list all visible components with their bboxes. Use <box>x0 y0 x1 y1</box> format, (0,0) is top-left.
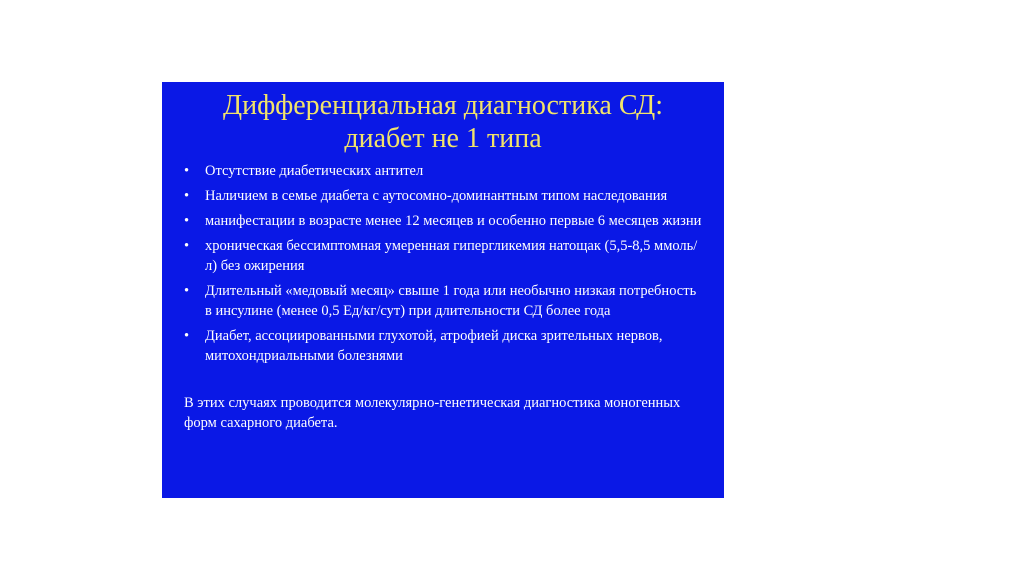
bullet-dot-icon: • <box>184 328 190 344</box>
bullet-dot-icon: • <box>184 163 190 179</box>
bullet-text: Отсутствие диабетических антител <box>205 163 424 179</box>
bullet-text: Наличием в семье диабета с аутосомно-доминантным типом наследования <box>205 188 668 204</box>
bullet-item <box>184 281 704 321</box>
bullet-item <box>184 211 704 231</box>
bullet-item <box>184 161 704 181</box>
bullet-item <box>184 186 704 206</box>
bullet-dot-icon: • <box>184 238 190 254</box>
slide-title-line-1: Дифференциальная диагностика СД: <box>223 90 663 121</box>
slide-title-line-2: диабет не 1 типа <box>344 123 542 154</box>
bullet-item <box>184 326 704 366</box>
conclusion-text: В этих случаях проводится молекулярно-генетическая диагностика моногенных форм сахарного диабета. <box>184 395 681 431</box>
bullet-text: манифестации в возрасте менее 12 месяцев и особенно первые 6 месяцев жизни <box>205 213 702 229</box>
bullet-dot-icon: • <box>184 213 190 229</box>
slide <box>162 82 724 498</box>
bullet-list <box>162 161 724 366</box>
bullet-item <box>184 236 704 276</box>
slide-title <box>162 82 724 155</box>
bullet-text: Диабет, ассоциированными глухотой, атрофией диска зрительных нервов, митохондриальными болезнями <box>205 328 663 364</box>
bullet-dot-icon: • <box>184 283 190 299</box>
bullet-dot-icon: • <box>184 188 190 204</box>
bullet-text: Длительный «медовый месяц» свыше 1 года или необычно низкая потребность в инсулине (менее 0,5 Ед/кг/сут) при длительности СД более года <box>205 283 697 319</box>
bullet-text: хроническая бессимптомная умеренная гипергликемия натощак (5,5-8,5 ммоль/л) без ожирения <box>205 238 698 274</box>
